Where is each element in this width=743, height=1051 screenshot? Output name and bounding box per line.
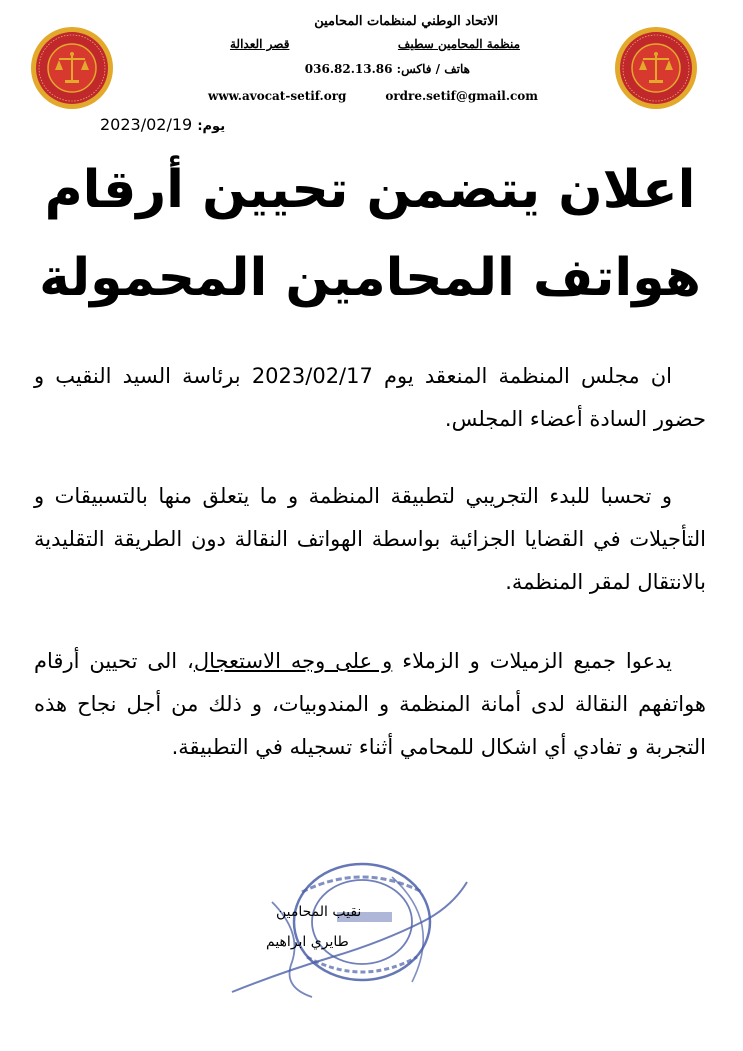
organization-line [230, 37, 520, 51]
announcement-title-line-1: اعلان يتضمن تحيين أرقام [44, 160, 696, 220]
signature-name: طايري ابراهيم [266, 934, 349, 950]
contact-line [208, 89, 538, 103]
paragraph-1-text: ان مجلس المنظمة المنعقد يوم 2023/02/17 برئاسة السيد النقيب و حضور السادة أعضاء المجلس. [34, 364, 706, 432]
scales-of-justice-emblem-icon [614, 26, 698, 110]
website-link[interactable]: www.avocat-setif.org [208, 89, 347, 103]
phone-number: 036.82.13.86 [304, 62, 393, 76]
paragraph-2-text: و تحسبا للبدء التجريبي لتطبيقة المنظمة و ما يتعلق منها بالتسبيقات و التأجيلات في القضايا الجزائية بواسطة الهواتف النقالة دون الطريقة التقليدية بالانتقال لمقر المنظمة. [34, 484, 706, 595]
paragraph-3-start: يدعوا جميع الزميلات و الزملاء [392, 649, 672, 673]
document-date [100, 115, 225, 134]
phone-label: هاتف / فاكس: [396, 62, 470, 76]
email-link[interactable]: ordre.setif@gmail.com [385, 89, 538, 103]
date-value: 2023/02/19 [100, 115, 193, 134]
announcement-title-line-2: هواتف المحامين المحمولة [39, 248, 701, 308]
date-label: يوم: [197, 119, 226, 134]
paragraph-3-emphasis: و على وجه الاستعجال [193, 649, 393, 673]
body-paragraph-2 [34, 475, 706, 604]
signature-title: نقيب المحامين [276, 904, 362, 920]
palace-of-justice: قصر العدالة [230, 37, 290, 51]
body-paragraph-3 [34, 640, 706, 769]
federation-name: الاتحاد الوطني لمنظمات المحامين [314, 14, 498, 29]
scales-of-justice-emblem-icon [30, 26, 114, 110]
organization-name: منظمة المحامين سطيف [397, 37, 520, 51]
phone-line [305, 62, 470, 76]
body-paragraph-1 [34, 355, 706, 441]
paragraph-3-end: ، الى تحيين أرقام هواتفهم النقالة لدى أمانة المنظمة و المندوبيات، و ذلك من أجل نجاح هذه التجربة و تفادي أي اشكال للمحامي أثناء تسجيله في التطبيقة. [34, 649, 706, 760]
